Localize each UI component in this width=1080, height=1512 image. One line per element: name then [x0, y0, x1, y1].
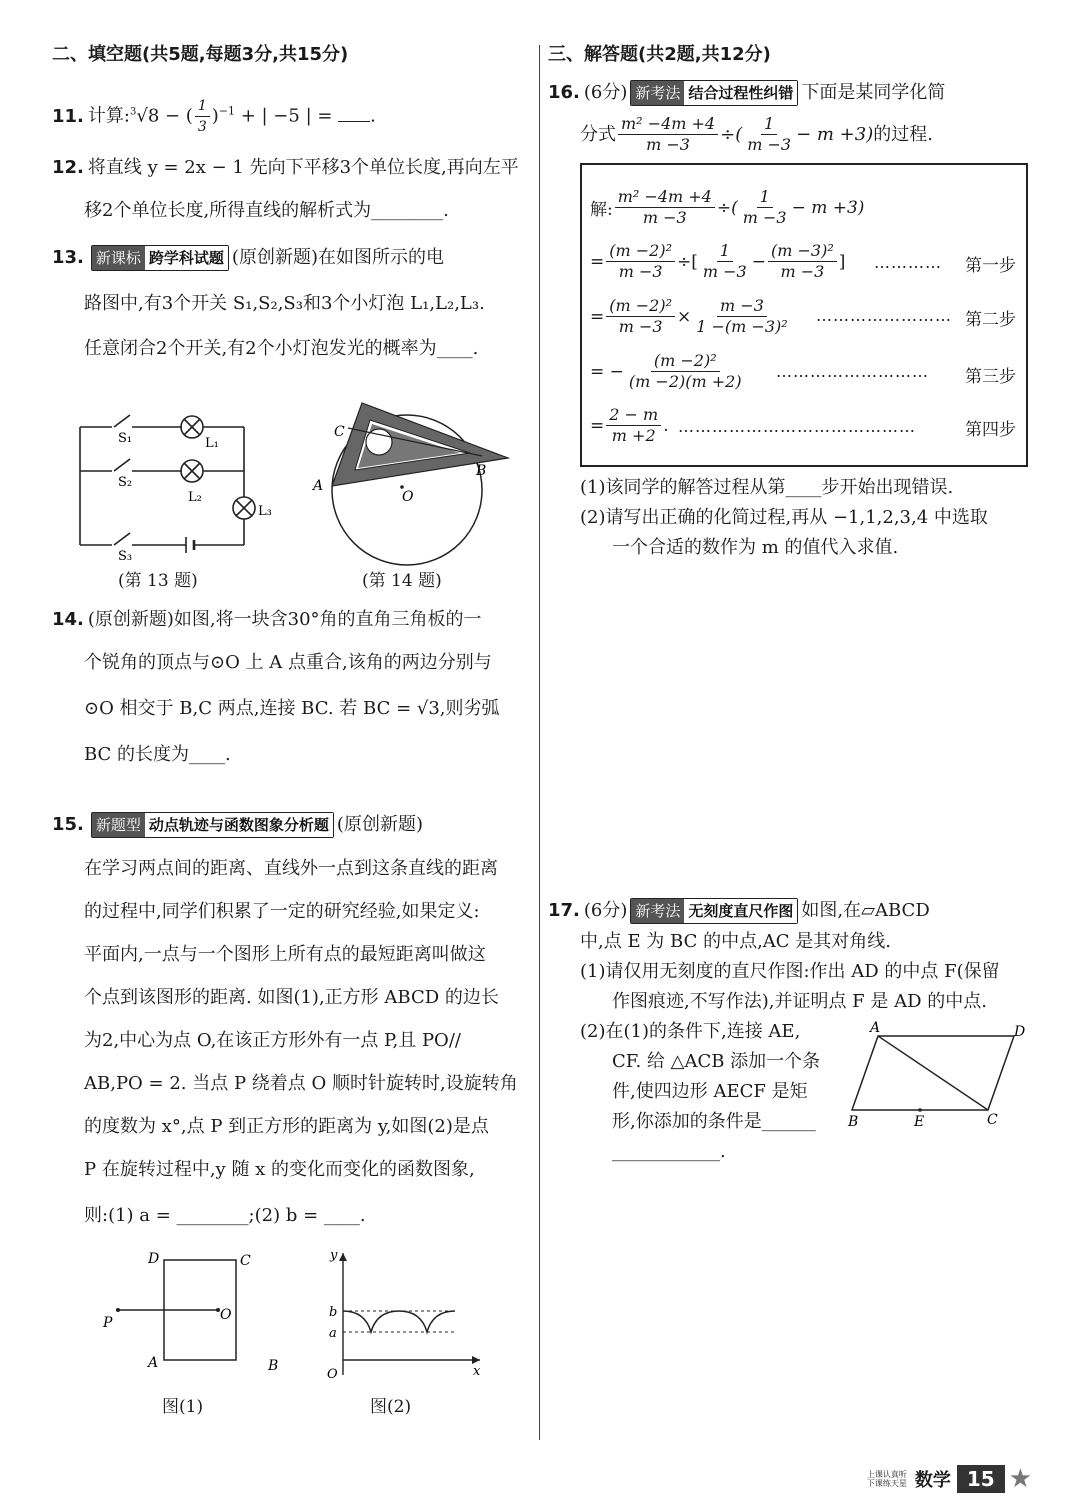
q16-line2-post: 的过程. [873, 123, 933, 145]
label-b: B [268, 1358, 279, 1374]
page-number: 15 [957, 1465, 1005, 1493]
q15-tag-icon-label: 新题型 [92, 813, 145, 837]
label-p: P [103, 1315, 113, 1331]
solution-prefix: 解: [590, 200, 613, 220]
q16-sub2a: (2)请写出正确的化简过程,再从 −1,1,2,3,4 中选取 [580, 507, 988, 528]
q14-line3: ⊙O 相交于 B,C 两点,连接 BC. 若 BC = √3,则劣弧 [84, 698, 500, 719]
label-s3: S₃ [118, 549, 133, 564]
label-s1: S₁ [118, 431, 133, 446]
label-c: C [334, 424, 345, 440]
circle-triangle-diagram [310, 398, 515, 568]
q16-line1: 下面是某同学化简 [801, 82, 946, 103]
fig13-caption: (第 13 题) [118, 571, 198, 591]
label-e: E [914, 1114, 925, 1130]
q11-number: 11. [52, 106, 84, 127]
q17-sub2d: 形,你添加的条件是______ [612, 1111, 816, 1132]
q16-tag [630, 80, 798, 106]
label-b: B [848, 1114, 859, 1130]
q15-line: 平面内,一点与一个图形上所有点的最短距离叫做这 [84, 944, 486, 965]
q13-number: 13. [52, 247, 84, 268]
q15-line: 的度数为 x°,点 P 到正方形的距离为 y,如图(2)是点 [84, 1116, 489, 1137]
q13-line2: 路图中,有3个开关 S₁,S₂,S₃和3个小灯泡 L₁,L₂,L₃. [84, 293, 485, 314]
fig15a-caption: 图(1) [162, 1397, 204, 1417]
q16-score: (6分) [583, 82, 628, 103]
column-divider [539, 45, 540, 1440]
label-o: O [402, 489, 414, 505]
q16-number: 16. [548, 82, 580, 103]
q15-tail: (原创新题) [336, 814, 423, 835]
label-a: a [329, 1326, 337, 1341]
question-16-parts [580, 476, 988, 560]
q16-sub1: (1)该同学的解答过程从第____步开始出现错误. [580, 477, 954, 498]
footer-subject: 数学 [914, 1470, 951, 1491]
step-1-label: 第一步 [965, 256, 1016, 276]
q12-line2: 移2个单位长度,所得直线的解析式为________. [84, 200, 449, 221]
q15-number: 15. [52, 814, 84, 835]
q15-line: 个点到该图形的距离. 如图(1),正方形 ABCD 的边长 [84, 987, 499, 1008]
question-14 [52, 608, 500, 767]
q15-line: 的过程中,同学们积累了一定的研究经验,如果定义: [84, 901, 480, 922]
section-title-fill: 二、填空题(共5题,每题3分,共15分) [52, 44, 349, 65]
star-mascot-icon: ★ [1008, 1464, 1032, 1494]
q16-sub2b: 一个合适的数作为 m 的值代入求值. [612, 537, 899, 558]
step-4-label: 第四步 [965, 420, 1016, 440]
q17-sub2b: CF. 给 △ACB 添加一个条 [612, 1051, 821, 1072]
q15-line: 在学习两点间的距离、直线外一点到这条直线的距离 [84, 858, 498, 879]
label-s2: S₂ [118, 475, 133, 490]
q16-line2-pre: 分式 [580, 123, 616, 145]
label-o: O [220, 1307, 232, 1323]
q14-number: 14. [52, 609, 84, 630]
question-13 [52, 245, 485, 361]
fig15b-caption: 图(2) [370, 1397, 412, 1417]
q13-tag [91, 245, 229, 271]
axis-y-label: y [330, 1248, 338, 1263]
q15-line: 为2,中心为点 O,在该正方形外有一点 P,且 PO// [84, 1030, 461, 1051]
q17-sub1a: (1)请仅用无刻度的直尺作图:作出 AD 的中点 F(保留 [580, 961, 1000, 982]
q15-tag-title: 动点轨迹与函数图象分析题 [145, 813, 333, 837]
footer-slogan-line1: 上课认真听 [866, 1470, 907, 1479]
q13-tag-icon-label: 新课标 [92, 246, 145, 270]
label-a: A [313, 478, 324, 494]
parallelogram-diagram [842, 1018, 1032, 1133]
footer-slogan-line2: 下课练天星 [866, 1479, 907, 1488]
step-2-label: 第二步 [965, 310, 1016, 330]
q12-number: 12. [52, 157, 84, 178]
label-l3: L₃ [258, 504, 272, 519]
q11-text: 计算:$^3$√8 − ( $\frac{1}{3}$ )$^{-1}$ + | −5 | = . [87, 98, 376, 135]
label-l1: L₁ [205, 436, 219, 451]
q15-line: AB,PO = 2. 当点 P 绕着点 O 顺时针旋转时,设旋转角 [84, 1073, 518, 1094]
label-l2: L₂ [188, 490, 202, 505]
step-3-label: 第三步 [965, 367, 1016, 387]
q17-number: 17. [548, 900, 580, 921]
q17-sub2c: 件,使四边形 AECF 是矩 [612, 1081, 808, 1102]
q17-tag-title: 无刻度直尺作图 [684, 899, 797, 923]
question-12 [52, 156, 519, 223]
question-16: 16. (6分) 新考法 结合过程性纠错 下面是某同学化简 分式 $\frac{\text{m² −4m +4}}{m -3}$ ÷( $\frac{1}{m -3}$ − m +3) 的过程. [548, 82, 946, 154]
square-diagram [96, 1245, 291, 1380]
label-d: D [1014, 1024, 1026, 1040]
q17-sub2a: (2)在(1)的条件下,连接 AE, [580, 1021, 801, 1042]
label-b: b [329, 1305, 338, 1320]
q14-line1: (原创新题)如图,将一块含30°角的直角三角板的一 [87, 609, 482, 630]
solution-box: 解: $\frac{\text{m² −4m +4}}{m -3}$ ÷( $\frac{1}{m -3}$ − m +3) = $\frac{\text{(m −2)²}}{m -3}$ ÷[ $\frac{1}{m -3}$ − $\frac{\text{(m −3)²}}{m -3}$ ] ………… 第一步 = $\frac{\text{(m −2)²}}{m -3}$ × $\frac{m -3}{\text{1 −(m −3)²}}$ …………………… 第二步 = − $\frac{\text{(m −2)²}}{(m -2)(m +2)}$ ……………………… 第三步 = $\frac{2 - m}{m +2}$ . …………………………………… 第四步 [580, 163, 1028, 467]
q13-line1: (原创新题)在如图所示的电 [231, 247, 444, 268]
q15-tag [91, 812, 334, 838]
page-footer [867, 1464, 1032, 1494]
label-a: A [870, 1020, 881, 1036]
footer-slogan [867, 1470, 907, 1488]
label-d: D [148, 1251, 160, 1267]
q14-line4: BC 的长度为____. [84, 744, 231, 765]
q17-sub1b: 作图痕迹,不写作法),并证明点 F 是 AD 的中点. [612, 991, 987, 1012]
q17-line2: 中,点 E 为 BC 的中点,AC 是其对角线. [580, 931, 892, 952]
q12-line1: 将直线 y = 2x − 1 先向下平移3个单位长度,再向左平 [87, 157, 519, 178]
q16-fraction: $\frac{\text{m² −4m +4}}{m -3}$ [618, 114, 718, 155]
q17-tag [630, 898, 798, 924]
label-c: C [987, 1112, 998, 1128]
circuit-diagram [72, 405, 272, 565]
q15-line: 则:(1) a = ________;(2) b = ____. [84, 1205, 366, 1226]
q17-line1: 如图,在▱ABCD [801, 900, 930, 921]
label-b: B [476, 463, 487, 479]
label-a: A [148, 1355, 159, 1371]
q17-score: (6分) [583, 900, 628, 921]
q13-tag-title: 跨学科试题 [145, 246, 228, 270]
right-column [548, 40, 1033, 76]
fig14-caption: (第 14 题) [362, 571, 442, 591]
origin-label: O [327, 1367, 338, 1382]
q16-tag-icon-label: 新考法 [631, 81, 684, 105]
q16-tag-title: 结合过程性纠错 [684, 81, 797, 105]
question-15 [52, 812, 518, 1228]
q14-line2: 个锐角的顶点与⊙O 上 A 点重合,该角的两边分别与 [84, 652, 492, 673]
axis-x-label: x [473, 1364, 481, 1379]
function-graph [315, 1245, 490, 1385]
left-column [52, 40, 532, 76]
q17-sub2e: ____________. [612, 1141, 726, 1162]
label-c: C [240, 1253, 251, 1269]
q15-line: P 在旋转过程中,y 随 x 的变化而变化的函数图象, [84, 1159, 475, 1180]
q17-tag-icon-label: 新考法 [631, 899, 684, 923]
question-11 [52, 96, 376, 137]
q13-line3: 任意闭合2个开关,有2个小灯泡发光的概率为____. [84, 338, 479, 359]
section-title-answer: 三、解答题(共2题,共12分) [548, 44, 771, 65]
